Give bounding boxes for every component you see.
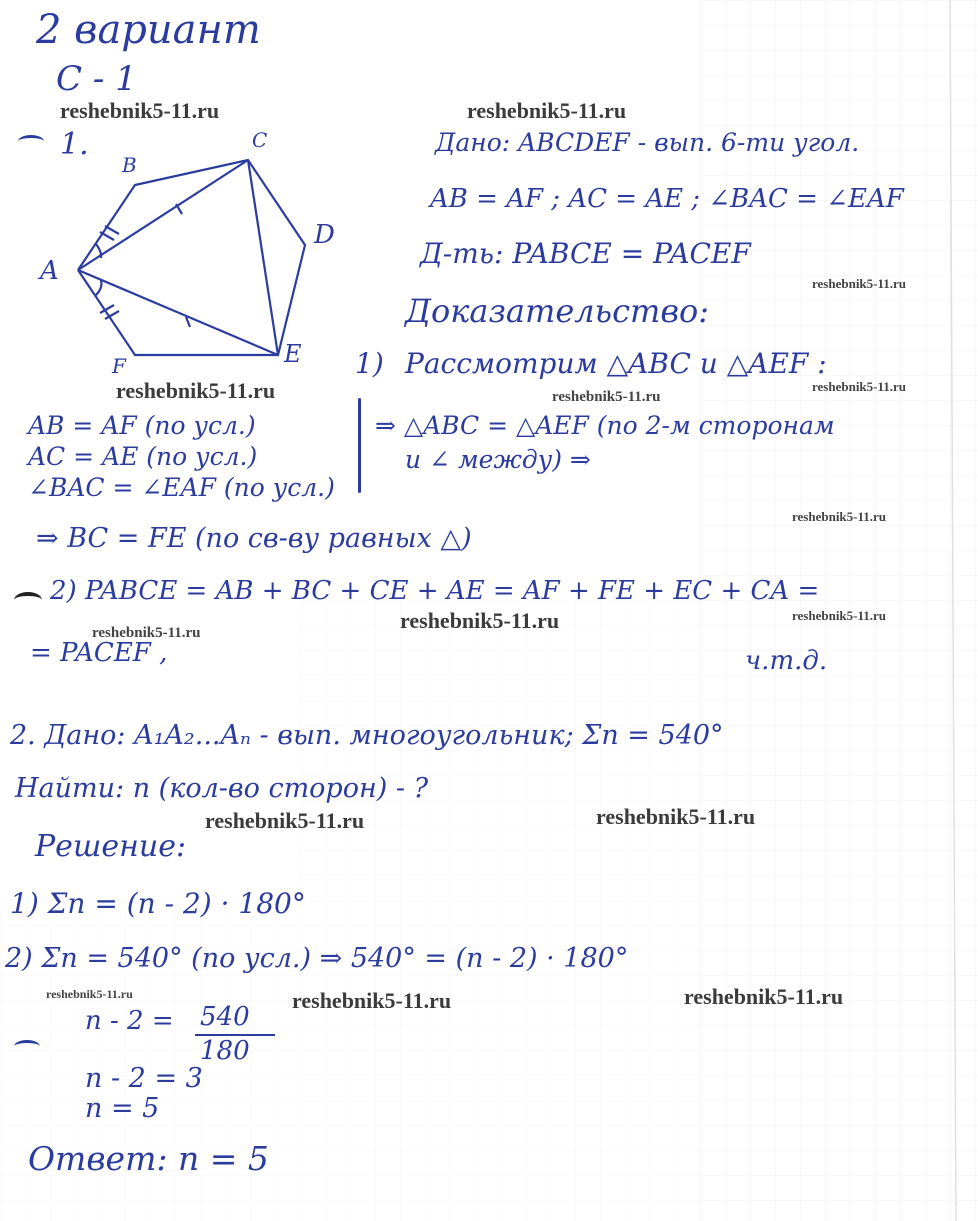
problem-1-number: 1.: [60, 127, 89, 162]
hexagon-figure: [0, 120, 360, 380]
p2-step5: n = 5: [85, 1093, 160, 1124]
diagonal-ac: [78, 160, 248, 270]
p1-step1-number: 1): [355, 347, 384, 380]
p2-step1: 1) Σn = (n - 2) · 180°: [10, 887, 306, 920]
p1-proof-title: Доказательство:: [405, 292, 710, 330]
p1-cond-3: ∠BAC = ∠EAF (по усл.): [28, 473, 335, 502]
watermark: reshebnik5-11.ru: [792, 608, 887, 623]
point-d: D: [314, 220, 335, 250]
p1-conclusion-3: ⇒ BC = FE (по св-ву равных △): [36, 523, 472, 554]
brace-divider: [358, 398, 361, 493]
p2-step2: 2) Σn = 540° (по усл.) ⇒ 540° = (n - 2) · 180°: [5, 943, 629, 974]
p1-step2-line2: = PACEF ,: [30, 638, 168, 668]
hexagon-outline: [78, 160, 305, 355]
diagonal-ae: [78, 270, 278, 355]
watermark: reshebnik5-11.ru: [552, 389, 661, 405]
p2-step3-denominator: 180: [200, 1036, 250, 1066]
p1-step2-line1: 2) PABCE = AB + BC + CE + AE = AF + FE + EC + CA =: [50, 576, 820, 606]
p1-conclusion-1: ⇒ △ABC = △AEF (по 2-м сторонам: [375, 411, 835, 440]
p1-step1-text: Рассмотрим △ABC и △AEF :: [405, 347, 827, 380]
p2-solution-title: Решение:: [35, 829, 187, 864]
watermark: reshebnik5-11.ru: [812, 379, 907, 394]
p2-step4: n - 2 = 3: [85, 1063, 203, 1094]
p1-given: Дано: ABCDEF - вып. 6-ти угол.: [435, 128, 860, 157]
p1-given-conditions: AB = AF ; AC = AE ; ∠BAC = ∠EAF: [430, 184, 904, 214]
p1-qed: ч.т.д.: [745, 646, 828, 676]
watermark: reshebnik5-11.ru: [116, 378, 276, 403]
watermark: reshebnik5-11.ru: [292, 988, 452, 1013]
watermark: reshebnik5-11.ru: [400, 608, 560, 633]
p1-cond-2: AC = AE (по усл.): [28, 442, 258, 471]
p1-conclusion-2: и ∠ между) ⇒: [405, 445, 591, 474]
p1-cond-1: AB = AF (по усл.): [28, 411, 256, 440]
watermark: reshebnik5-11.ru: [60, 98, 220, 123]
variant-heading: 2 вариант: [36, 7, 261, 53]
p2-given: 2. Дано: A₁A₂...Aₙ - вып. многоугольник; Σn = 540°: [10, 720, 724, 751]
diagonal-ce: [248, 160, 278, 355]
point-c: C: [252, 128, 268, 152]
angle-arc-eaf: [96, 280, 101, 295]
watermark: reshebnik5-11.ru: [596, 804, 756, 829]
p1-prove: Д-ть: PABCE = PACEF: [420, 237, 751, 270]
watermark: reshebnik5-11.ru: [46, 987, 133, 1001]
point-f: F: [112, 354, 126, 378]
point-b: B: [122, 153, 137, 177]
point-e: E: [284, 340, 302, 368]
point-a: A: [40, 256, 59, 286]
p2-answer: Ответ: n = 5: [28, 1139, 269, 1178]
p2-step3-left: n - 2 =: [85, 1006, 174, 1036]
watermark: reshebnik5-11.ru: [792, 509, 887, 524]
p2-find: Найти: n (кол-во сторон) - ?: [15, 773, 429, 804]
p2-step3-numerator: 540: [200, 1002, 250, 1032]
watermark: reshebnik5-11.ru: [205, 808, 365, 833]
watermark: reshebnik5-11.ru: [467, 98, 627, 123]
set-heading: С - 1: [56, 59, 137, 99]
margin-mark: [14, 592, 42, 608]
margin-mark: [14, 1040, 40, 1053]
tick-ab-2: [105, 226, 119, 234]
watermark: reshebnik5-11.ru: [684, 984, 844, 1009]
watermark: reshebnik5-11.ru: [92, 625, 201, 641]
watermark: reshebnik5-11.ru: [812, 276, 907, 291]
